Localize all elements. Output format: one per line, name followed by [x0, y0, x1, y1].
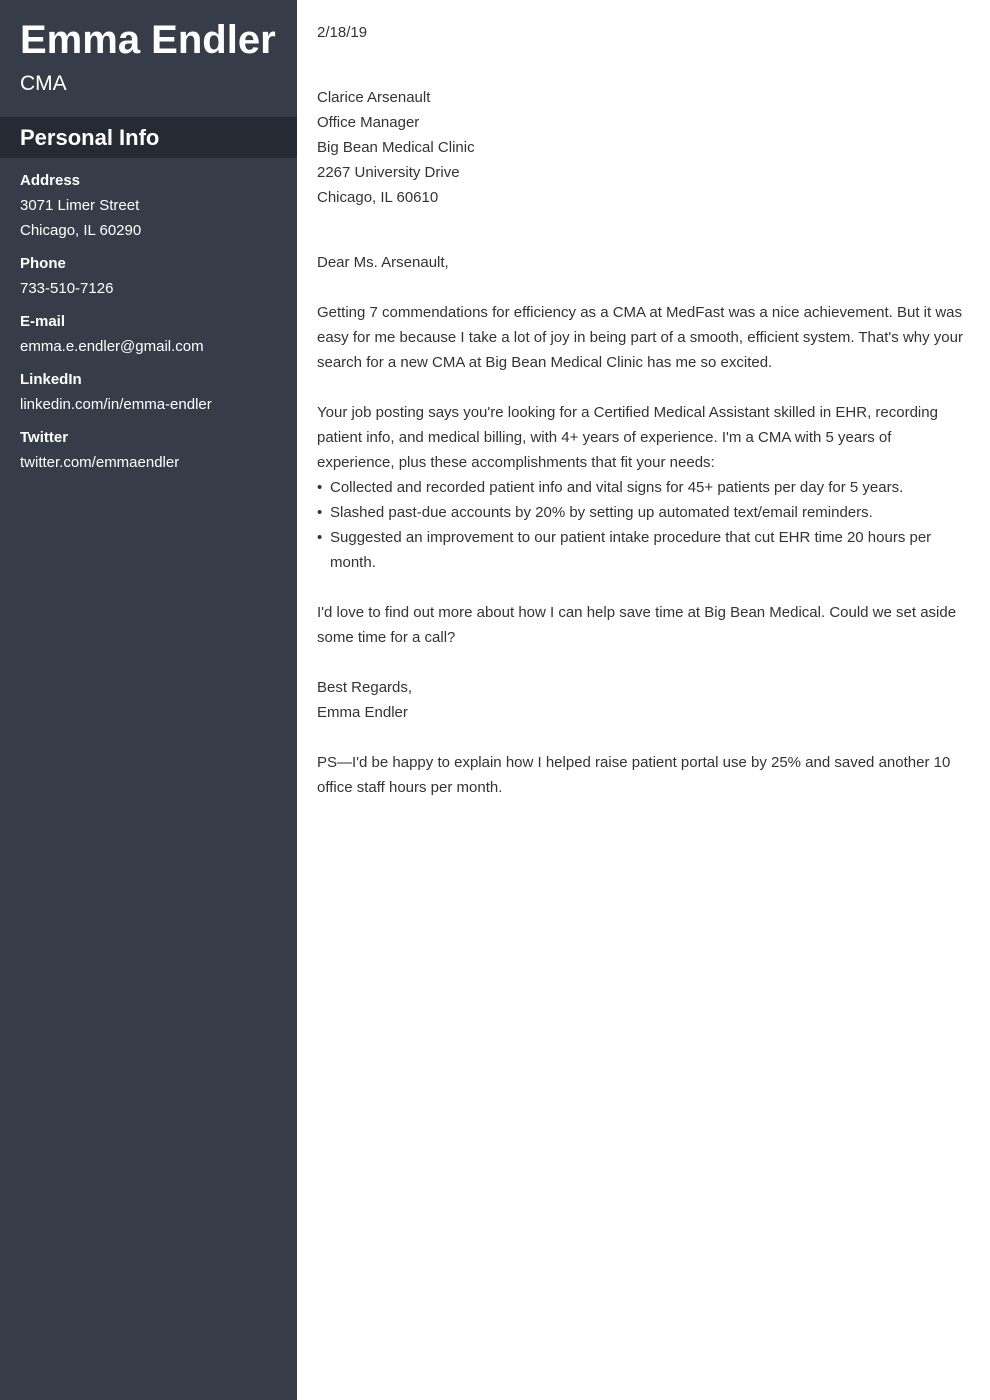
recipient-block: [317, 85, 967, 210]
salutation: Dear Ms. Arsenault,: [317, 254, 449, 271]
sign-off: [317, 675, 967, 725]
body-paragraph: Your job posting says you're looking for a Certified Medical Assistant skilled in EHR, recording patient info, and medical billing, with 4+ years of experience. I'm a CMA with 5 years of experience, plus these accomplishments that fit your needs:: [317, 404, 938, 471]
recipient-title: Office Manager: [317, 114, 420, 131]
personal-info-header: [0, 117, 297, 158]
twitter-group: [20, 425, 285, 475]
sidebar: [0, 0, 297, 1400]
phone-label: Phone: [20, 255, 66, 272]
twitter-label: Twitter: [20, 429, 69, 446]
linkedin-group: [20, 367, 285, 417]
list-item: • Suggested an improvement to our patient intake procedure that cut EHR time 20 hours per month.: [317, 525, 967, 575]
personal-info-list: [20, 168, 285, 483]
closing-paragraph: I'd love to find out more about how I can help save time at Big Bean Medical. Could we set aside some time for a call?: [317, 604, 957, 646]
phone-value: 733-510-7126: [20, 280, 114, 297]
letter-body: [317, 20, 967, 800]
recipient-street: 2267 University Drive: [317, 164, 460, 181]
candidate-title: CMA: [20, 72, 67, 95]
address-label: Address: [20, 172, 81, 189]
linkedin-label: LinkedIn: [20, 371, 82, 388]
list-item: • Slashed past-due accounts by 20% by setting up automated text/email reminders.: [317, 500, 967, 525]
opening-paragraph: Getting 7 commendations for efficiency as a CMA at MedFast was a nice achievement. But it was easy for me because I take a lot of joy in being part of a smooth, efficient system. That's why your search for a new CMA at Big Bean Medical Clinic has me so excited.: [317, 304, 963, 371]
email-group: [20, 309, 285, 359]
email-link[interactable]: emma.e.endler@gmail.com: [20, 338, 204, 355]
address-group: [20, 168, 285, 243]
email-label: E-mail: [20, 313, 66, 330]
list-item: • Collected and recorded patient info and vital signs for 45+ patients per day for 5 years.: [317, 475, 967, 500]
candidate-name: Emma Endler: [20, 18, 276, 62]
closing-phrase: Best Regards,: [317, 679, 413, 696]
recipient-name: Clarice Arsenault: [317, 89, 431, 106]
address-line-1: 3071 Limer Street: [20, 197, 140, 214]
accomplishments-list: [317, 475, 967, 575]
letter-date: 2/18/19: [317, 24, 368, 41]
postscript: PS—I'd be happy to explain how I helped raise patient portal use by 25% and saved another 10 office staff hours per month.: [317, 754, 951, 796]
personal-info-heading: Personal Info: [20, 125, 160, 150]
twitter-link[interactable]: twitter.com/emmaendler: [20, 454, 180, 471]
linkedin-link[interactable]: linkedin.com/in/emma-endler: [20, 396, 212, 413]
signature: Emma Endler: [317, 704, 408, 721]
phone-group: [20, 251, 285, 301]
recipient-city: Chicago, IL 60610: [317, 189, 439, 206]
recipient-company: Big Bean Medical Clinic: [317, 139, 475, 156]
address-line-2: Chicago, IL 60290: [20, 222, 142, 239]
